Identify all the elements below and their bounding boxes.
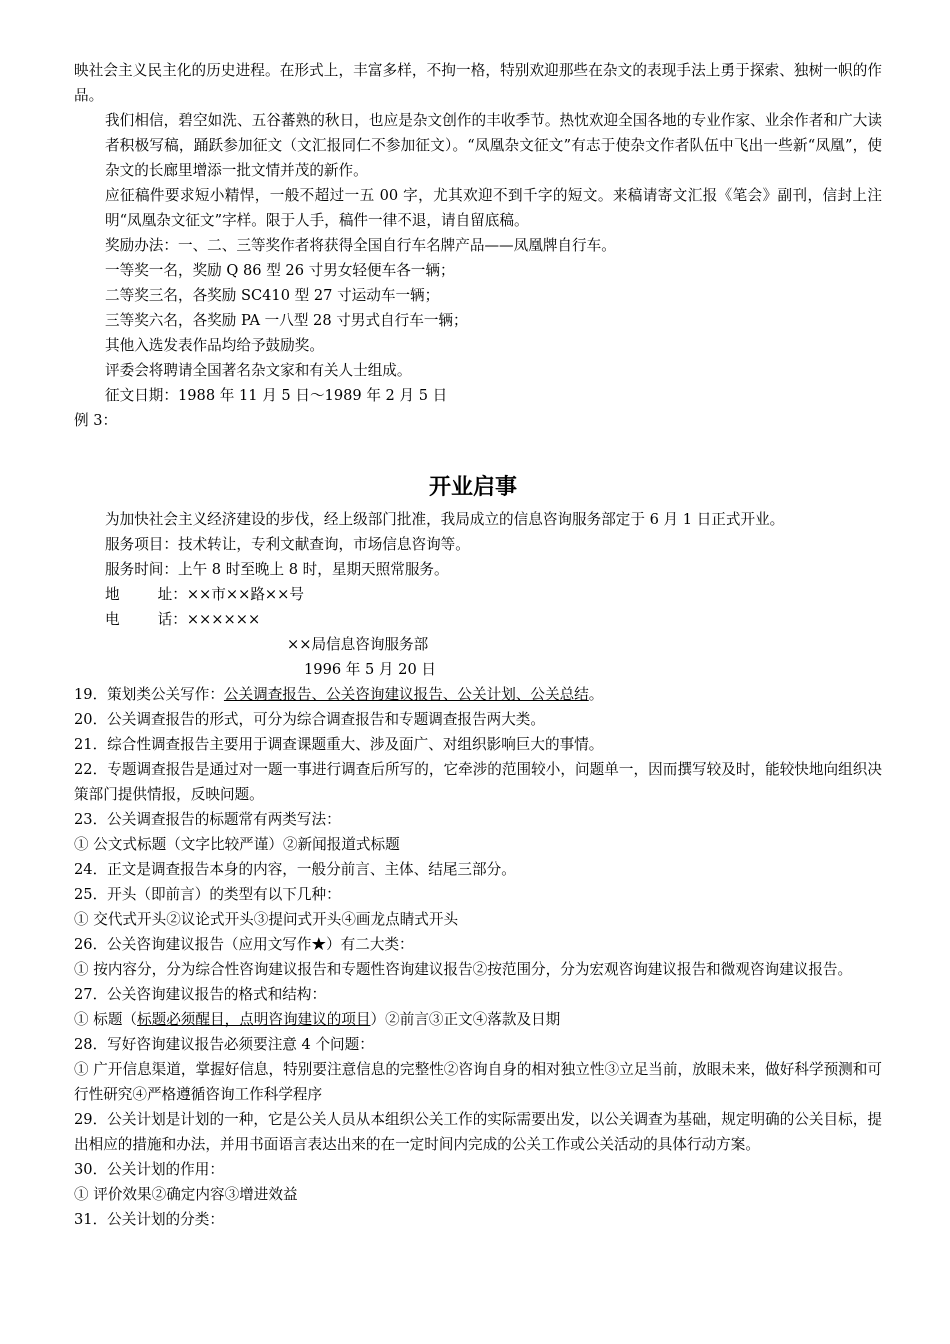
item-27-underlined-text: 标题必须醒目，点明咨询建议的项目 [137,1011,371,1028]
item-26-answer: ① 按内容分，分为综合性咨询建议报告和专题性咨询建议报告②按范围分，分为宏观咨询建议报告和微观咨询建议报告。 [74,961,853,978]
item-23-answer: ① 公文式标题（文字比较严谨）②新闻报道式标题 [74,836,400,853]
address-value: ××市××路××号 [186,586,304,603]
notice-service-hours: 服务时间：上午 8 时至晚上 8 时，星期天照常服务。 [105,561,449,578]
paragraph-award-method: 奖励办法：一、二、三等奖作者将获得全国自行车名牌产品——凤凰牌自行车。 [105,237,616,254]
notice-date: 1996 年 5 月 20 日 [304,661,436,678]
item-22: 22．专题调查报告是通过对一题一事进行调查后所写的，它牵涉的范围较小，问题单一，因而撰写较及时，能较快地向组织决策部门提供情报，反映问题。 [74,761,882,803]
item-27-answer-suffix: ）②前言③正文④落款及日期 [370,1011,561,1028]
item-30-answer: ① 评价效果②确定内容③增进效益 [74,1186,298,1203]
item-24: 24．正文是调查报告本身的内容，一般分前言、主体、结尾三部分。 [74,861,516,878]
notice-signature: ××局信息咨询服务部 [287,636,429,653]
item-27-answer [74,1007,882,1032]
item-29: 29．公关计划是计划的一种，它是公关人员从本组织公关工作的实际需要出发，以公关调查为基础，规定明确的公关目标，提出相应的措施和办法，并用书面语言表达出来的在一定时间内完成的公关工作或公关活动的具体行动方案。 [74,1111,882,1153]
paragraph-essay-dates: 征文日期：1988 年 11 月 5 日～1989 年 2 月 5 日 [105,387,448,404]
telephone-value: ×××××× [186,611,261,628]
notice-service-items: 服务项目：技术转让，专利文献查询，市场信息咨询等。 [105,536,470,553]
item-30: 30．公关计划的作用： [74,1161,224,1178]
paragraph-first-prize: 一等奖一名，奖励 Q 86 型 26 寸男女轻便车各一辆； [105,262,455,279]
paragraph-submission-rules: 应征稿件要求短小精悍，一般不超过一五 00 字，尤其欢迎不到千字的短文。来稿请寄文汇报《笔会》副刊，信封上注明“凤凰杂文征文”字样。限于人手，稿件一律不退，请自留底稿。 [105,187,882,229]
item-19-prefix: 19．策划类公关写作： [74,686,224,703]
item-28: 28．写好咨询建议报告必须要注意 4 个问题： [74,1036,374,1053]
item-28-answer: ① 广开信息渠道，掌握好信息，特别要注意信息的完整性②咨询自身的相对独立性③立足当前，放眼未来，做好科学预测和可行性研究④严格遵循咨询工作科学程序 [74,1061,882,1103]
item-23: 23．公关调查报告的标题常有两类写法： [74,811,341,828]
item-27-answer-prefix: ① 标题（ [74,1011,138,1028]
notice-address [74,582,882,607]
item-25-answer: ① 交代式开头②议论式开头③提问式开头④画龙点睛式开头 [74,911,459,928]
paragraph-second-prize: 二等奖三名，各奖励 SC410 型 27 寸运动车一辆； [105,287,440,304]
paragraph-third-prize: 三等奖六名，各奖励 PA 一八型 28 寸男式自行车一辆； [105,312,468,329]
item-19-suffix: 。 [588,686,604,703]
telephone-label-char2: 话： [157,611,187,628]
item-19 [74,682,882,707]
document-page [74,58,882,1232]
item-31: 31．公关计划的分类： [74,1211,224,1228]
item-21: 21．综合性调查报告主要用于调查课题重大、涉及面广、对组织影响巨大的事情。 [74,736,604,753]
item-19-underlined-text: 公关调查报告、公关咨询建议报告、公关计划、公关总结 [223,686,589,703]
address-label-char1: 地 [105,586,120,603]
example-label: 例 3： [74,412,118,429]
notice-title: 开业启事 [428,475,517,500]
notice-telephone [74,607,882,632]
paragraph-encouragement-prize: 其他入选发表作品均给予鼓励奖。 [105,337,324,354]
paragraph-invitation: 我们相信，碧空如洗、五谷蕃熟的秋日，也应是杂文创作的丰收季节。热忱欢迎全国各地的专业作家、业余作者和广大读者积极写稿，踊跃参加征文（文汇报同仁不参加征文）。“凤凰杂文征文”有志于使杂文作者队伍中飞出一些新“凤凰”，使杂文的长廊里增添一批文情并茂的新作。 [105,112,882,179]
paragraph-jury: 评委会将聘请全国著名杂文家和有关人士组成。 [105,362,412,379]
telephone-label-char1: 电 [105,611,120,628]
address-label-char2: 址： [157,586,187,603]
item-27: 27．公关咨询建议报告的格式和结构： [74,986,327,1003]
item-20: 20．公关调查报告的形式，可分为综合调查报告和专题调查报告两大类。 [74,711,545,728]
item-26: 26．公关咨询建议报告（应用文写作★）有二大类： [74,936,414,953]
notice-opening-line: 为加快社会主义经济建设的步伐，经上级部门批准，我局成立的信息咨询服务部定于 6 月 1 日正式开业。 [105,511,785,528]
paragraph-essay-scope: 映社会主义民主化的历史进程。在形式上，丰富多样，不拘一格，特别欢迎那些在杂文的表现手法上勇于探索、独树一帜的作品。 [74,62,882,104]
item-25: 25．开头（即前言）的类型有以下几种： [74,886,341,903]
